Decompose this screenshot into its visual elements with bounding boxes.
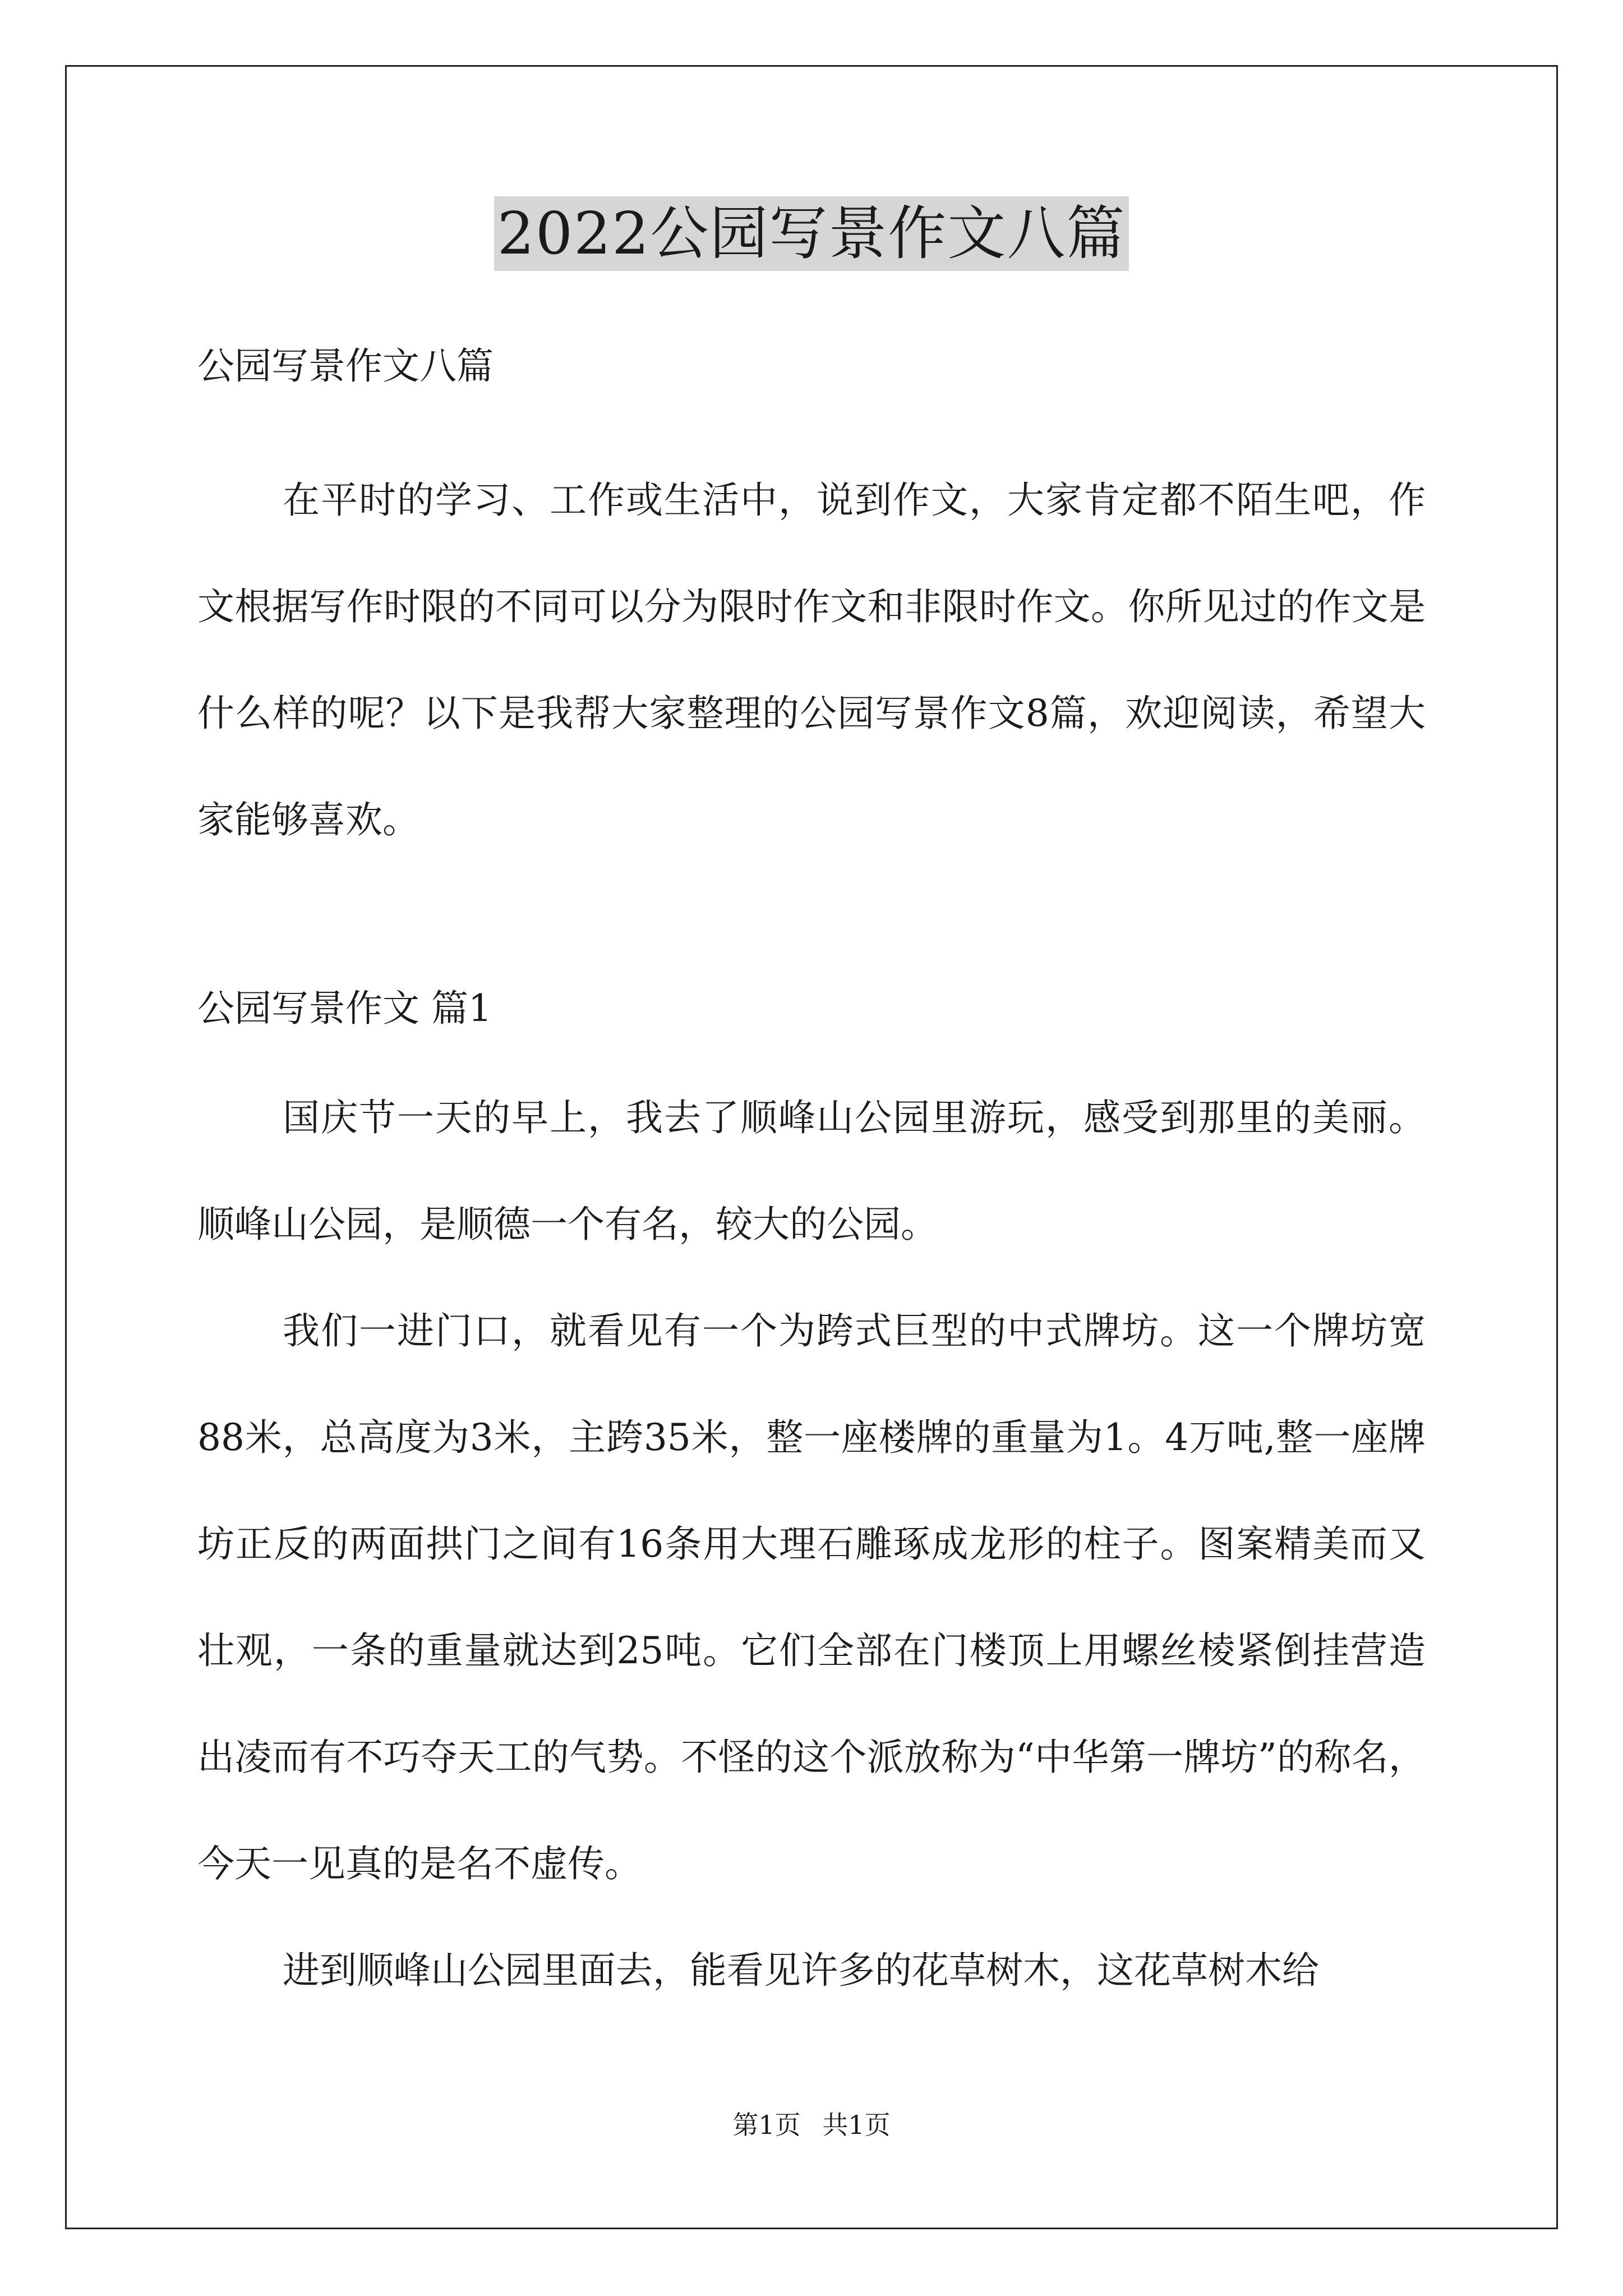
section-heading: 公园写景作文 篇1 <box>197 987 492 1030</box>
page-total: 共1页 <box>822 2110 891 2140</box>
document-subtitle: 公园写景作文八篇 <box>197 344 494 388</box>
page-number: 第1页 <box>732 2110 801 2140</box>
body-paragraph-3: 进到顺峰山公园里面去，能看见许多的花草树木，这花草树木给 <box>283 1949 1319 1993</box>
intro-paragraph: 在平时的学习、工作或生活中，说到作文，大家肯定都不陌生吧，作文根据写作时限的不同可以分为限时作文和非限时作文。你所见过的作文是什么样的呢？以下是我帮大家整理的公园写景作文8篇，欢迎阅读，希望大家能够喜欢。 <box>197 478 1426 842</box>
body-paragraph-1: 国庆节一天的早上，我去了顺峰山公园里游玩，感受到那里的美丽。顺峰山公园，是顺德一个有名，较大的公园。 <box>197 1096 1426 1246</box>
title-container <box>0 196 1623 271</box>
page-footer <box>0 2105 1623 2142</box>
body-paragraph-2: 我们一进门口，就看见有一个为跨式巨型的中式牌坊。这一个牌坊宽88米，总高度为3米，主跨35米，整一座楼牌的重量为1。4万吨,整一座牌坊正反的两面拱门之间有16条用大理石雕琢成龙形的柱子。图案精美而又壮观，一条的重量就达到25吨。它们全部在门楼顶上用螺丝棱紧倒挂营造出凌而有不巧夺天工的气势。不怪的这个派放称为“中华第一牌坊”的称名，今天一见真的是名不虚传。 <box>197 1309 1426 1886</box>
document-title: 2022公园写景作文八篇 <box>494 196 1129 271</box>
document-body <box>197 337 1426 2024</box>
